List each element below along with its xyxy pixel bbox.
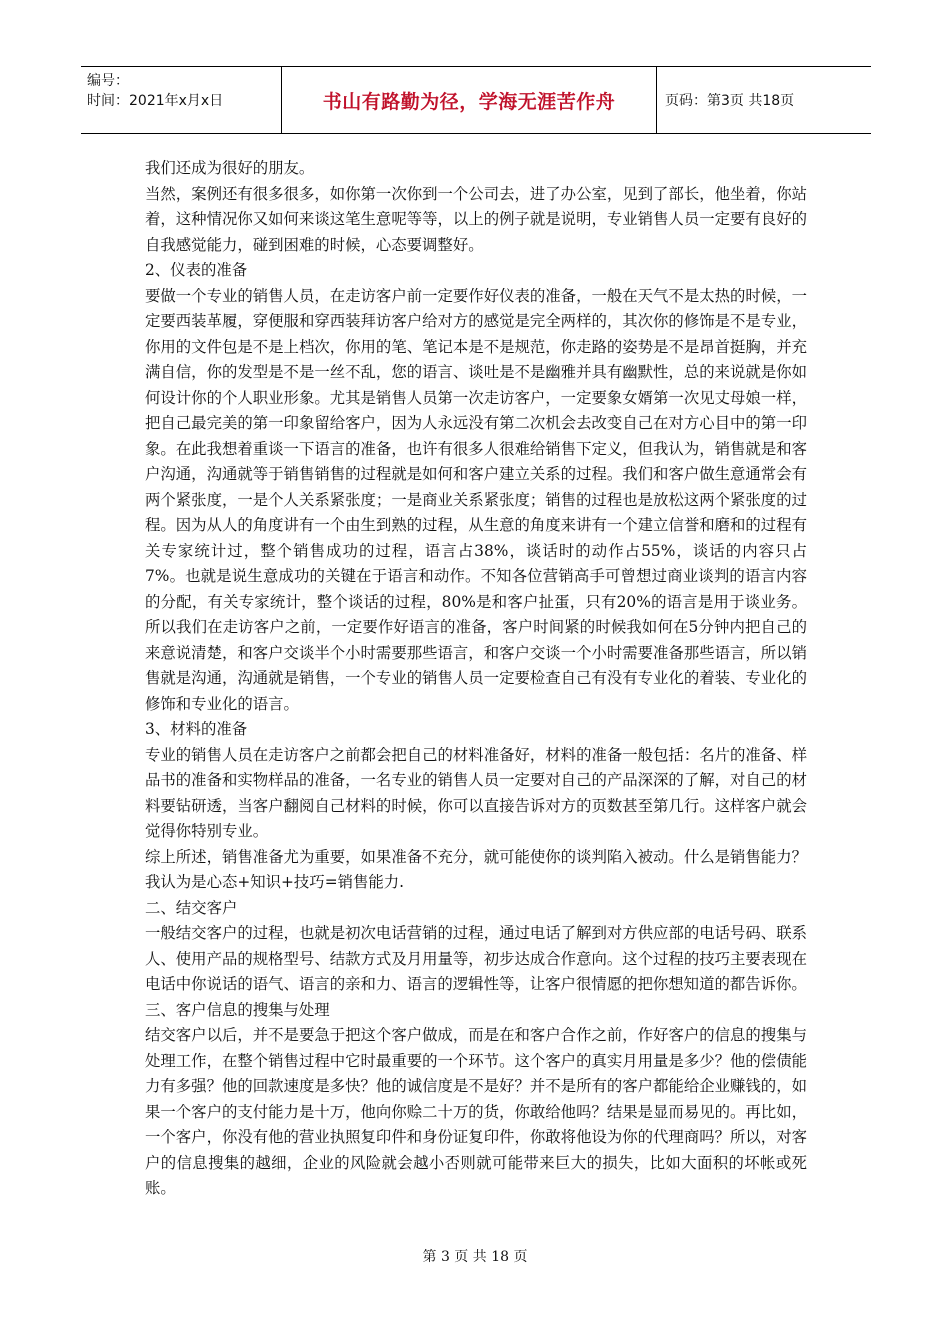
section-heading: 3、材料的准备 bbox=[145, 720, 248, 738]
paragraph: 结交客户以后，并不是要急于把这个客户做成，而是在和客户合作之前，作好客户的信息的搜集与处理工作，在整个销售过程中它时最重要的一个环节。这个客户的真实月用量是多少？他的偿债能力有多强？他的回款速度是多快？他的诚信度是不是好？并不是所有的客户都能给企业赚钱的，如果一个客户的支付能力是十万，他向你赊二十万的货，你敢给他吗？结果是显而易见的。再比如，一个客户，你没有他的营业执照复印件和身份证复印件，你敢将他设为你的代理商吗？所以，对客户的信息搜集的越细，企业的风险就会越小否则就可能带来巨大的损失，比如大面积的坏帐或死账。 bbox=[145, 1026, 807, 1197]
header-motto: 书山有路勤为径，学海无涯苦作舟 bbox=[322, 90, 616, 113]
header-divider bbox=[656, 67, 657, 133]
page-footer: 第 3 页 共 18 页 bbox=[422, 1249, 528, 1265]
section-heading: 三、客户信息的搜集与处理 bbox=[145, 1000, 330, 1019]
time-label: 时间：2021年x月x日 bbox=[87, 93, 224, 109]
header-page-number: 页码：第3页 共18页 bbox=[665, 93, 795, 109]
paragraph: 当然，案例还有很多很多，如你第一次你到一个公司去，进了办公室，见到了部长，他坐着，你站着，这种情况你又如何来谈这笔生意呢等等，以上的例子就是说明，专业销售人员一定要有良好的自我感觉能力，碰到困难的时候，心态要调整好。 bbox=[145, 184, 807, 254]
paragraph: 一般结交客户的过程，也就是初次电话营销的过程，通过电话了解到对方供应部的电话号码、联系人、使用产品的规格型号、结款方式及月用量等，初步达成合作意向。这个过程的技巧主要表现在电话中你说话的语气、语言的亲和力、语言的逻辑性等，让客户很情愿的把你想知道的都告诉你。 bbox=[145, 924, 807, 993]
paragraph: 要做一个专业的销售人员，在走访客户前一定要作好仪表的准备，一般在天气不是太热的时候，一定要西装革履，穿便服和穿西装拜访客户给对方的感觉是完全两样的，其次你的修饰是不是专业，你用的文件包是不是上档次，你用的笔、笔记本是不是规范，你走路的姿势是不是昂首挺胸，并充满自信，你的发型是不是一丝不乱，您的语言、谈吐是不是幽雅并具有幽默性，总的来说就是你如何设计你的个人职业形象。尤其是销售人员第一次走访客户，一定要象女婿第一次见丈母娘一样，把自己最完美的第一印象留给客户，因为人永远没有第二次机会去改变自己在对方心目中的第一印象。在此我想着重谈一下语言的准备，也许有很多人很难给销售下定义，但我认为，销售就是和客户沟通，沟通就等于销售销售的过程就是如何和客户建立关系的过程。我们和客户做生意通常会有两个紧张度，一是个人关系紧张度；一是商业关系紧张度；销售的过程也是放松这两个紧张度的过程。因为从人的角度讲有一个由生到熟的过程，从生意的角度来讲有一个建立信誉和磨和的过程有关专家统计过，整个销售成功的过程，语言占38%，谈话时的动作占55%，谈话的内容只占7%。也就是说生意成功的关键在于语言和动作。不知各位营销高手可曾想过商业谈判的语言内容的分配，有关专家统计，整个谈话的过程，80%是和客户扯蛋，只有20%的语言是用于谈业务。所以我们在走访客户之前，一定要作好语言的准备，客户时间紧的时候我如何在5分钟内把自己的来意说清楚，和客户交谈半个小时需要那些语言，和客户交谈一个小时需要准备那些语言，所以销售就是沟通，沟通就是销售，一个专业的销售人员一定要检查自己有没有专业化的着装、专业化的修饰和专业化的语言。 bbox=[145, 286, 807, 713]
paragraph: 综上所述，销售准备尤为重要，如果准备不充分，就可能使你的谈判陷入被动。什么是销售能力？我认为是心态+知识+技巧=销售能力. bbox=[145, 847, 807, 891]
section-heading: 2、仪表的准备 bbox=[145, 261, 248, 279]
section-heading: 二、结交客户 bbox=[145, 898, 238, 917]
page-header bbox=[81, 66, 871, 134]
paragraph: 专业的销售人员在走访客户之前都会把自己的材料准备好，材料的准备一般包括：名片的准备、样品书的准备和实物样品的准备，一名专业的销售人员一定要对自己的产品深深的了解，对自己的材料要钻研透，当客户翻阅自己材料的时候，你可以直接告诉对方的页数甚至第几行。这样客户就会觉得你特别专业。 bbox=[145, 745, 807, 840]
document-body bbox=[145, 156, 807, 1202]
serial-label: 编号： bbox=[87, 73, 129, 89]
paragraph: 我们还成为很好的朋友。 bbox=[145, 159, 315, 177]
header-meta bbox=[81, 67, 281, 133]
